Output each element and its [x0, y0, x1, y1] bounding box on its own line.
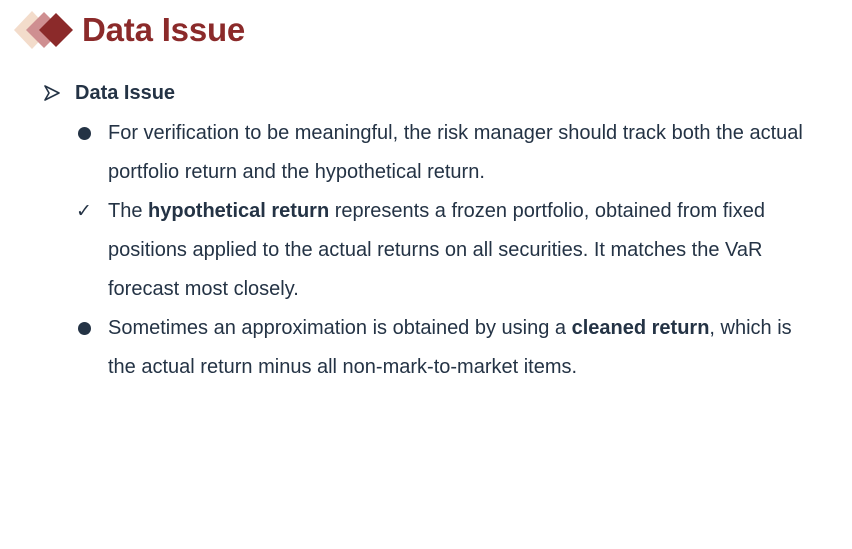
item-bold-term: hypothetical return [148, 200, 330, 222]
section-heading-label: Data Issue [75, 82, 176, 104]
item-text: For verification to be meaningful, the risk manager should track both the actual portfolio return and the hypothetical return. [108, 122, 803, 183]
list-item [74, 309, 814, 387]
section-heading [44, 79, 175, 107]
item-text: The [108, 200, 149, 222]
dot-bullet-icon [74, 309, 94, 348]
bullet-list [74, 114, 814, 387]
item-text-after: , which is the actual return minus all non-mark-to-market items. [108, 317, 792, 378]
arrowhead-bullet-icon [44, 85, 60, 101]
list-item [74, 114, 814, 192]
item-text: Sometimes an approximation is obtained by using a [108, 317, 572, 339]
page-title: Data Issue [82, 11, 246, 48]
item-text-after: represents a frozen portfolio, obtained from fixed positions applied to the actual returns on all securities. It matches the VaR forecast most closely. [108, 200, 765, 300]
dot-bullet-icon [74, 114, 94, 153]
diamond-cluster-logo [12, 9, 76, 51]
list-item [74, 192, 814, 309]
item-bold-term: cleaned return [571, 317, 710, 339]
checkmark-bullet-icon: ✓ [76, 200, 92, 222]
